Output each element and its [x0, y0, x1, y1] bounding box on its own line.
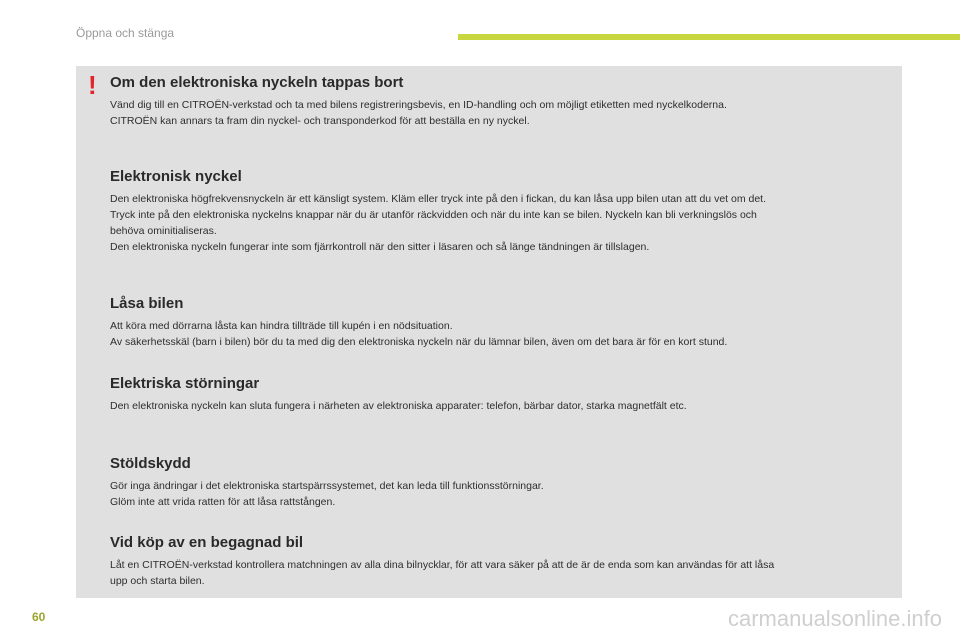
section-title: Öppna och stänga: [76, 26, 175, 40]
section-heading: Stöldskydd: [110, 455, 191, 472]
paragraph-line: Gör inga ändringar i det elektroniska startspärrssystemet, det kan leda till funktionsstörningar.: [110, 480, 544, 492]
watermark: carmanualsonline.info: [727, 606, 942, 631]
paragraph-line: Den elektroniska nyckeln kan sluta fungera i närheten av elektroniska apparater: telefon, bärbar dator, starka magnetfält etc.: [110, 400, 687, 412]
paragraph-line: Tryck inte på den elektroniska nyckelns knappar när du är utanför räckvidden och när du inte kan se bilen. Nyckeln kan bli verkningslös och: [110, 209, 757, 221]
section-lock-car: [110, 295, 890, 350]
section-used-car: [110, 534, 890, 589]
page-number: 60: [32, 610, 46, 624]
section-electrical-interference: [110, 375, 890, 414]
section-theft-protection: [110, 455, 890, 510]
paragraph-line: behöva ominitialiseras.: [110, 225, 217, 237]
section-heading: Elektronisk nyckel: [110, 168, 242, 185]
paragraph-line: Av säkerhetsskäl (barn i bilen) bör du ta med dig den elektroniska nyckeln när du lämnar bilen, även om det bara är för en kort stund.: [110, 336, 728, 348]
section-heading: Elektriska störningar: [110, 375, 260, 392]
paragraph-line: Låt en CITROËN-verkstad kontrollera matchningen av alla dina bilnycklar, för att vara säker på att de är de enda som kan användas för att låsa: [110, 559, 775, 571]
paragraph-line: Glöm inte att vrida ratten för att låsa rattstången.: [110, 496, 336, 508]
paragraph-line: Den elektroniska högfrekvensnyckeln är ett känsligt system. Kläm eller tryck inte på den i fickan, du kan låsa upp bilen utan att du vet om det.: [110, 193, 767, 205]
paragraph-line: Den elektroniska nyckeln fungerar inte som fjärrkontroll när den sitter i läsaren och så länge tändningen är tillslagen.: [110, 241, 650, 253]
paragraph-line: Att köra med dörrarna låsta kan hindra tillträde till kupén i en nödsituation.: [110, 320, 453, 332]
section-heading: Om den elektroniska nyckeln tappas bort: [110, 74, 404, 91]
paragraph-line: Vänd dig till en CITROËN-verkstad och ta med bilens registreringsbevis, en ID-handling och om möjligt etiketten med nyckelkoderna.: [110, 99, 727, 111]
section-heading: Låsa bilen: [110, 295, 184, 312]
section-electronic-key: [110, 168, 890, 255]
warning-icon: !: [88, 70, 97, 100]
paragraph-line: CITROËN kan annars ta fram din nyckel- och transponderkod för att beställa en ny nyckel.: [110, 115, 530, 127]
header-accent-bar: [458, 34, 960, 40]
section-heading: Vid köp av en begagnad bil: [110, 534, 304, 551]
paragraph-line: upp och starta bilen.: [110, 575, 205, 587]
section-lost-key: [110, 74, 890, 129]
